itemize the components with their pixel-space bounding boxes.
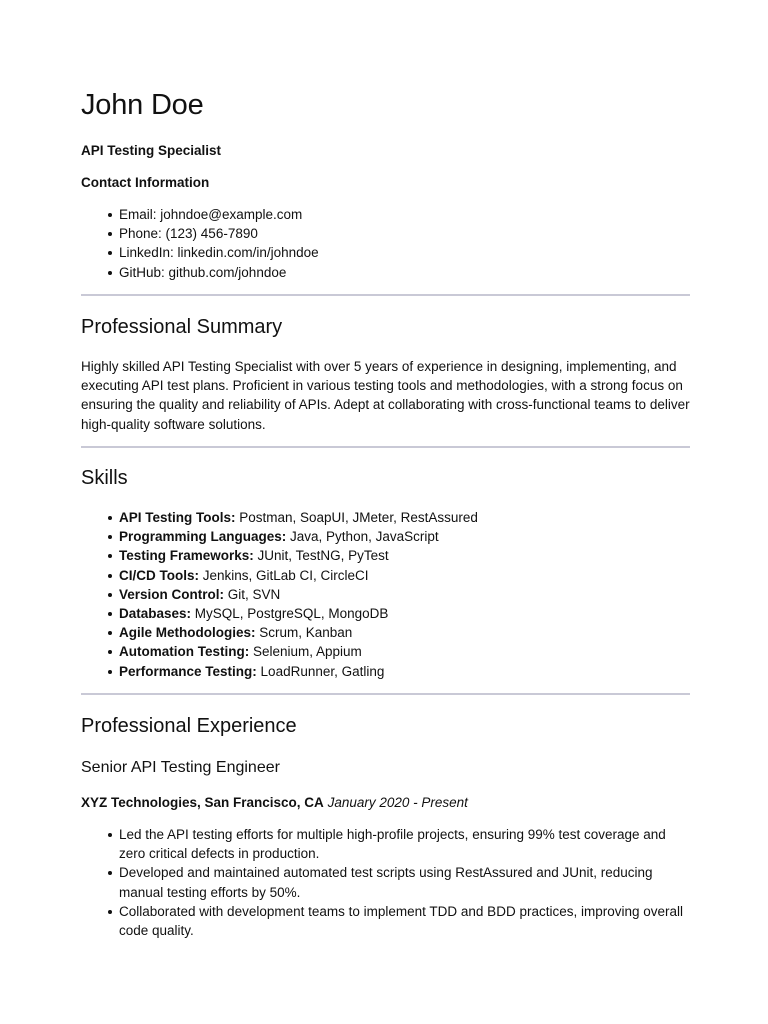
job-title: API Testing Specialist <box>81 143 222 158</box>
skill-label: Automation Testing: <box>119 644 250 660</box>
skill-label: Agile Methodologies: <box>119 625 256 641</box>
skill-value: LoadRunner, Gatling <box>256 663 385 679</box>
skill-value: Scrum, Kanban <box>255 625 353 641</box>
skill-value: Jenkins, GitLab CI, CircleCI <box>199 567 369 583</box>
job-bullet: Collaborated with development teams to implement TDD and BDD practices, improving overall code quality. <box>119 902 690 940</box>
skill-item <box>119 585 690 604</box>
job-bullets <box>81 825 690 940</box>
contact-linkedin: LinkedIn: linkedin.com/in/johndoe <box>119 243 690 262</box>
job-meta <box>81 793 690 812</box>
skill-label: Performance Testing: <box>119 663 257 679</box>
skill-value: Git, SVN <box>224 586 281 602</box>
skill-label: Programming Languages: <box>119 529 287 545</box>
skill-value: MySQL, PostgreSQL, MongoDB <box>191 606 389 622</box>
contact-github: GitHub: github.com/johndoe <box>119 263 690 282</box>
skill-label: Version Control: <box>119 586 225 602</box>
experience-heading: Professional Experience <box>81 715 297 737</box>
section-divider <box>81 446 690 448</box>
contact-phone: Phone: (123) 456-7890 <box>119 224 690 243</box>
skill-value: Postman, SoapUI, JMeter, RestAssured <box>235 510 478 525</box>
skill-label: CI/CD Tools: <box>119 567 199 583</box>
job-role: Senior API Testing Engineer <box>81 759 280 776</box>
summary-text: Highly skilled API Testing Specialist with over 5 years of experience in designing, implementing, and executing API test plans. Proficient in various testing tools and methodologies, with a strong focus on ensuring the quality and reliability of APIs. Adept at collaborating with cross-functional teams to deliver high-quality software solutions. <box>81 359 690 432</box>
contact-list <box>81 205 690 282</box>
skills-heading: Skills <box>81 467 128 489</box>
contact-email: Email: johndoe@example.com <box>119 205 690 224</box>
skill-value: Java, Python, JavaScript <box>286 529 439 545</box>
skill-value: Selenium, Appium <box>249 644 362 660</box>
summary-heading: Professional Summary <box>81 316 283 338</box>
skill-item <box>119 642 690 661</box>
skill-item <box>119 604 690 623</box>
skill-value: JUnit, TestNG, PyTest <box>253 548 389 564</box>
job-company: XYZ Technologies, San Francisco, CA <box>81 795 324 810</box>
skill-item <box>119 508 690 527</box>
resume-name: John Doe <box>81 89 204 121</box>
job-dates: January 2020 - Present <box>327 795 468 810</box>
skill-item <box>119 527 690 546</box>
skill-label: API Testing Tools: <box>119 510 236 525</box>
job-bullet: Led the API testing efforts for multiple high-profile projects, ensuring 99% test coverage and zero critical defects in production. <box>119 825 690 863</box>
skill-label: Testing Frameworks: <box>119 548 254 564</box>
skill-item <box>119 546 690 565</box>
section-divider <box>81 294 690 296</box>
skill-label: Databases: <box>119 606 192 622</box>
contact-heading: Contact Information <box>81 175 210 190</box>
section-divider <box>81 693 690 695</box>
job-bullet: Developed and maintained automated test scripts using RestAssured and JUnit, reducing manual testing efforts by 50%. <box>119 863 690 901</box>
skill-item <box>119 623 690 642</box>
skill-item <box>119 566 690 585</box>
skill-item <box>119 662 690 681</box>
skills-list <box>81 508 690 681</box>
